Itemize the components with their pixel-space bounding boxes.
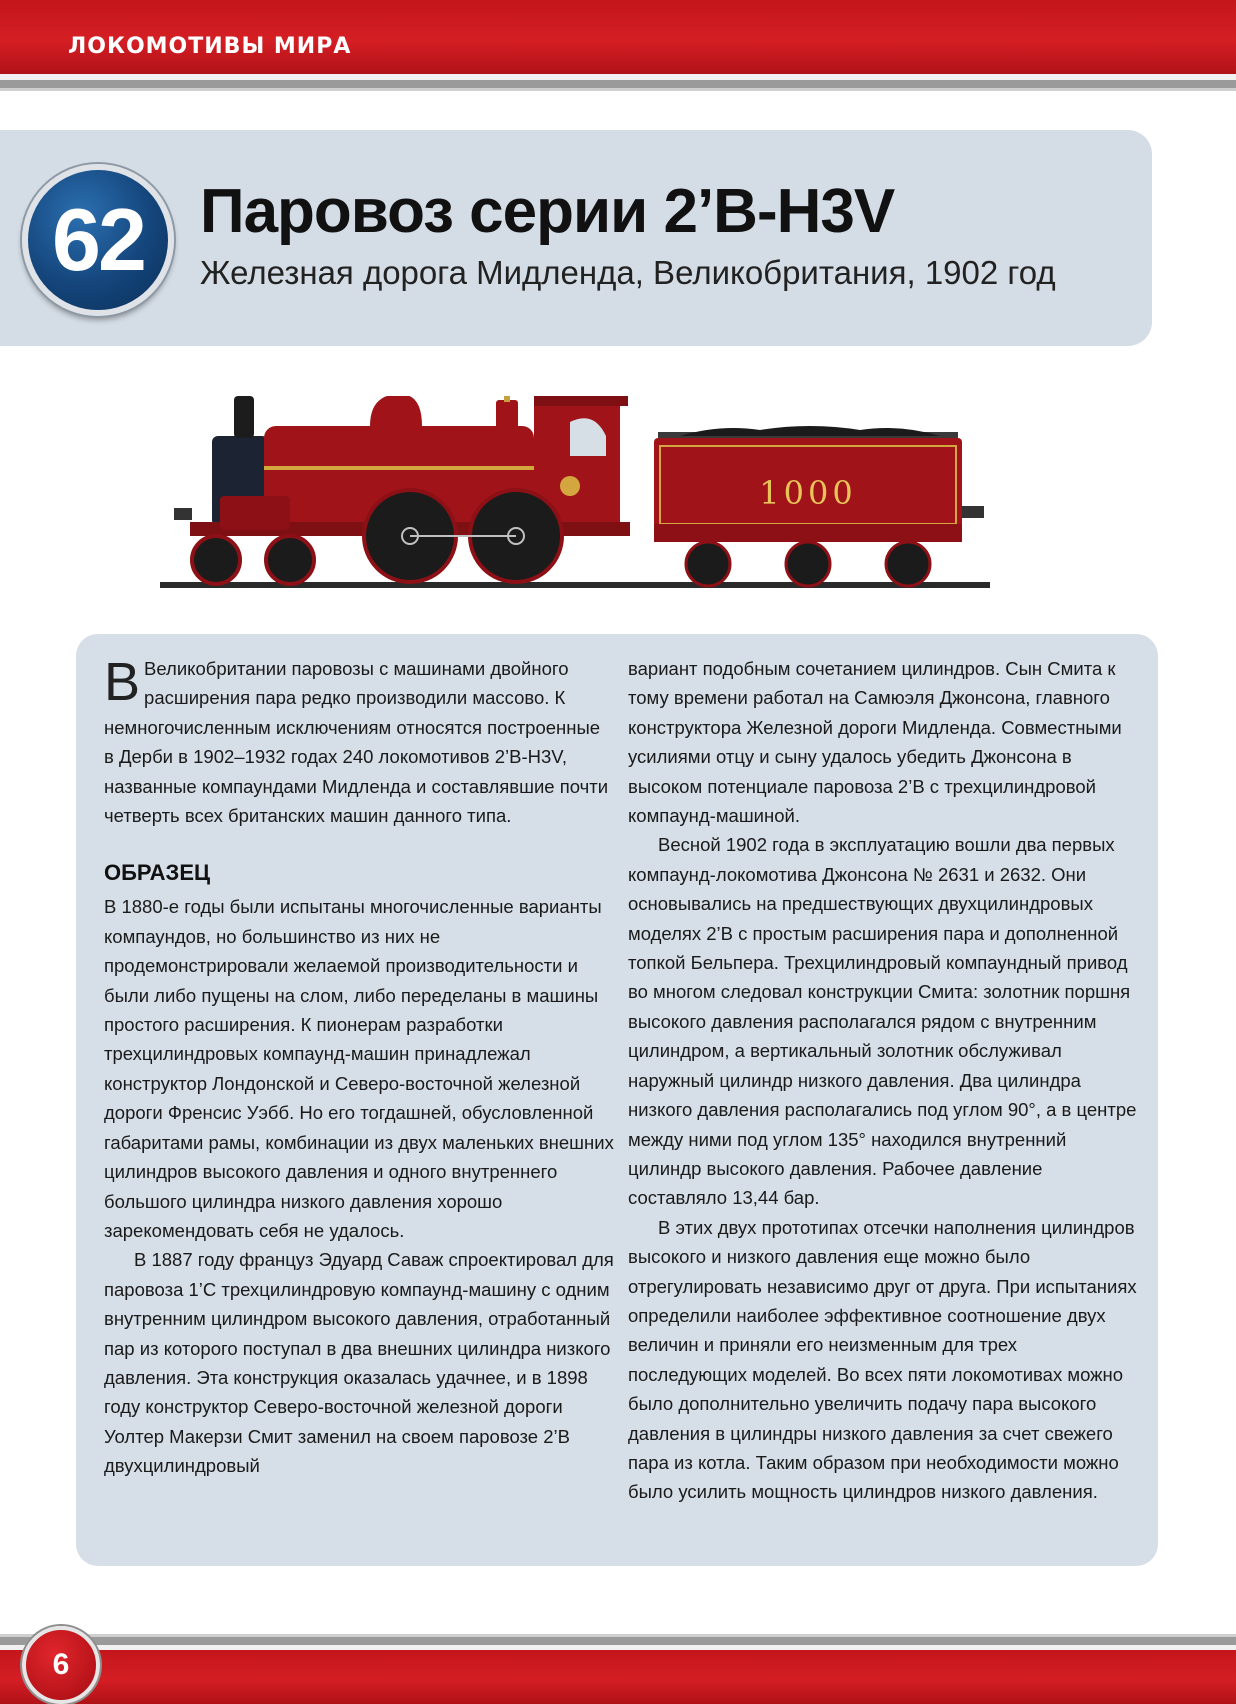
intro-text: Великобритании паровозы с машинами двойного расширения пара редко производили массово. К немногочисленным исключениям относятся построенные в Дерби в 1902–1932 годах 240 локомотивов 2’B-H3V, названные компаундами Мидленда и составлявшие почти четверть всех британских машин данного типа. xyxy=(104,658,609,827)
paragraph-2-start: В 1887 году француз Эдуард Саваж спроектировал для паровоза 1’C трехцилиндровую компаунд-машину с одним внутренним цилиндром высокого давления, отработанный пар из которого поступал в два внешних цилиндра низкого давления. Эта конструкция оказалась удачнее, и в 1898 году конструктор Северо-восточной железной дороги Уолтер Макерзи Смит заменил на своем паровозе 2’B двухцилиндровый xyxy=(104,1249,614,1477)
article-column-right xyxy=(628,654,1140,1507)
intro-paragraph xyxy=(104,654,614,830)
footer-stripe-gray xyxy=(0,1637,1236,1645)
locomotive-illustration xyxy=(160,396,1000,602)
drop-cap: В xyxy=(104,652,141,712)
header-stripe-gray xyxy=(0,80,1236,88)
section-label: ЛОКОМОТИВЫ МИРА xyxy=(68,34,352,59)
tender-number-label: 1000 xyxy=(759,474,857,512)
page-number: 6 xyxy=(52,1648,70,1681)
paragraph-2-end: вариант подобным сочетанием цилиндров. Сын Смита к тому времени работал на Самюэля Джонсона, главного конструктора Железной дороги Мидленда. Совместными усилиями отцу и сыну удалось убедить Джонсона в высоком потенциале паровоза 2’B с трехцилиндровой компаунд-машиной. xyxy=(628,658,1122,827)
page-title: Паровоз серии 2’B-H3V xyxy=(200,177,895,246)
paragraph-1: В 1880-е годы были испытаны многочисленные варианты компаундов, но большинство из них не продемонстрировали желаемой производительности и были либо пущены на слом, либо переделаны в машины простого расширения. К пионерам разработки трехцилиндровых компаунд-машин принадлежал конструктор Лондонской и Северо-восточной железной дороги Френсис Уэбб. Но его тогдашней, обусловленной габаритами рамы, комбинации из двух маленьких внешних цилиндров высокого давления и одного внутреннего большого цилиндра низкого давления хорошо зарекомендовать себя не удалось. xyxy=(104,896,614,1241)
paragraph-4: В этих двух прототипах отсечки наполнения цилиндров высокого и низкого давления еще можно было отрегулировать независимо друг от друга. При испытаниях определили наиболее эффективное соотношение двух величин и приняли его неизменным для трех последующих моделей. Во всех пяти локомотивах можно было дополнительно увеличить подачу пара высокого давления в цилиндры низкого давления за счет свежего пара из котла. Таким образом при необходимости можно было усилить мощность цилиндров низкого давления. xyxy=(628,1216,1137,1503)
number-badge xyxy=(22,164,174,316)
section-heading: ОБРАЗЕЦ xyxy=(104,860,211,886)
article-column-left xyxy=(104,654,614,1481)
footer-band xyxy=(0,1650,1236,1704)
page-number-badge xyxy=(22,1626,100,1704)
page-subtitle: Железная дорога Мидленда, Великобритания, 1902 год xyxy=(200,254,1056,291)
header-stripe-edge xyxy=(0,88,1236,91)
paragraph-3: Весной 1902 года в эксплуатацию вошли два первых компаунд-локомотива Джонсона № 2631 и 2632. Они основывались на предшествующих двухцилиндровых моделях 2’B с простым расширения пара и дополненной топкой Бельпера. Трехцилиндровый компаундный привод во многом следовал конструкции Смита: золотник поршня высокого давления располагался рядом с внутренним цилиндром, а вертикальный золотник обслуживал наружный цилиндр низкого давления. Два цилиндра низкого давления располагались под углом 90°, а в центре между ними под углом 135° находился внутренний цилиндр высокого давления. Рабочее давление составляло 13,44 бар. xyxy=(628,834,1137,1209)
locomotive-number: 62 xyxy=(52,190,144,289)
